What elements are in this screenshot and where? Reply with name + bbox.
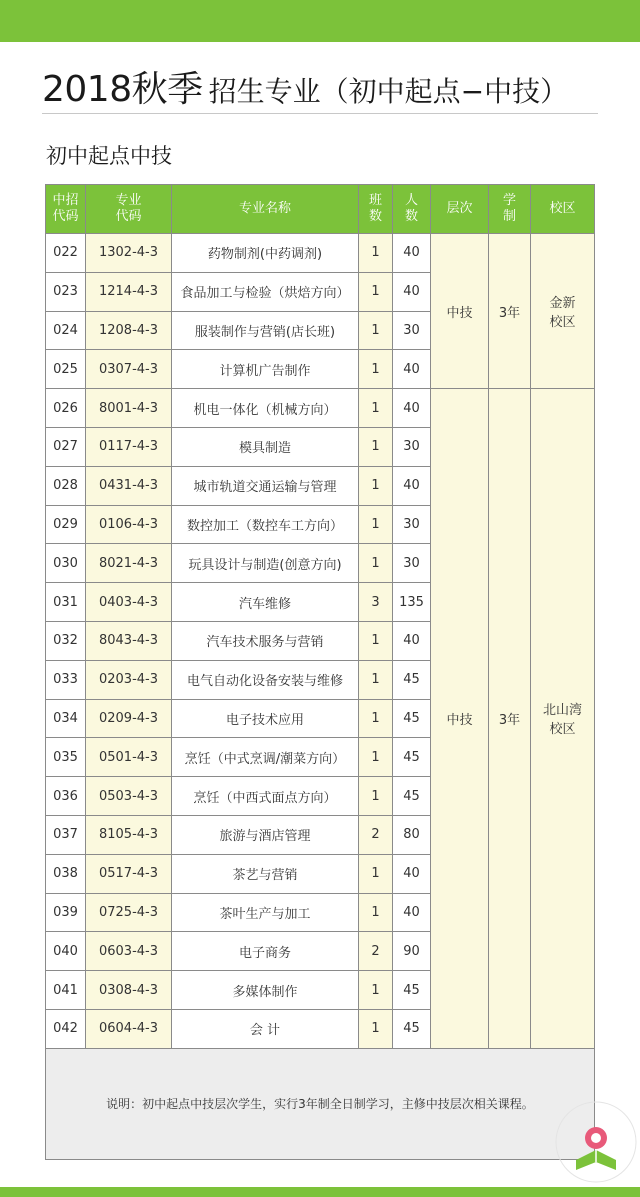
row-code: 0308-4-3	[86, 971, 172, 1010]
row-people: 45	[393, 971, 431, 1010]
row-classes: 1	[359, 1009, 393, 1048]
row-id: 032	[46, 621, 86, 660]
header-classes: 班 数	[359, 185, 393, 234]
table-row	[46, 389, 595, 428]
row-people: 40	[393, 621, 431, 660]
row-code: 0517-4-3	[86, 854, 172, 893]
row-people: 45	[393, 699, 431, 738]
top-green-bar	[0, 0, 640, 42]
header-id: 中招 代码	[46, 185, 86, 234]
row-name: 电子商务	[172, 932, 359, 971]
row-classes: 1	[359, 389, 393, 428]
row-people: 40	[393, 272, 431, 311]
row-classes: 1	[359, 699, 393, 738]
row-classes: 1	[359, 777, 393, 816]
row-id: 031	[46, 583, 86, 622]
row-people: 45	[393, 738, 431, 777]
row-id: 038	[46, 854, 86, 893]
row-code: 0501-4-3	[86, 738, 172, 777]
row-name: 服装制作与营销(店长班)	[172, 311, 359, 350]
row-id: 039	[46, 893, 86, 932]
row-classes: 1	[359, 427, 393, 466]
row-classes: 1	[359, 660, 393, 699]
note-row	[46, 1048, 595, 1159]
row-name: 茶叶生产与加工	[172, 893, 359, 932]
row-code: 0431-4-3	[86, 466, 172, 505]
row-name: 玩具设计与制造(创意方向)	[172, 544, 359, 583]
note-text: 说明：初中起点中技层次学生，实行3年制全日制学习，主修中技层次相关课程。	[46, 1048, 595, 1159]
header-name: 专业名称	[172, 185, 359, 234]
group2-level: 中技	[431, 389, 489, 1049]
row-people: 30	[393, 427, 431, 466]
row-id: 030	[46, 544, 86, 583]
header-code: 专业 代码	[86, 185, 172, 234]
row-code: 1208-4-3	[86, 311, 172, 350]
row-name: 茶艺与营销	[172, 854, 359, 893]
row-name: 烹饪（中式烹调/潮菜方向）	[172, 738, 359, 777]
group2-years: 3年	[489, 389, 531, 1049]
row-code: 0209-4-3	[86, 699, 172, 738]
majors-table	[45, 184, 595, 1160]
row-id: 040	[46, 932, 86, 971]
row-classes: 1	[359, 505, 393, 544]
row-id: 035	[46, 738, 86, 777]
row-name: 机电一体化（机械方向）	[172, 389, 359, 428]
row-classes: 1	[359, 234, 393, 273]
row-name: 电气自动化设备安装与维修	[172, 660, 359, 699]
row-people: 30	[393, 311, 431, 350]
row-name: 汽车维修	[172, 583, 359, 622]
row-people: 45	[393, 660, 431, 699]
row-code: 8021-4-3	[86, 544, 172, 583]
row-people: 40	[393, 389, 431, 428]
row-people: 40	[393, 234, 431, 273]
row-people: 45	[393, 1009, 431, 1048]
group1-campus: 金新 校区	[531, 234, 595, 389]
row-people: 40	[393, 466, 431, 505]
row-name: 模具制造	[172, 427, 359, 466]
row-id: 033	[46, 660, 86, 699]
row-classes: 3	[359, 583, 393, 622]
row-code: 0403-4-3	[86, 583, 172, 622]
row-id: 027	[46, 427, 86, 466]
row-classes: 2	[359, 815, 393, 854]
row-classes: 1	[359, 466, 393, 505]
school-logo-icon	[552, 1098, 640, 1186]
row-people: 40	[393, 893, 431, 932]
row-classes: 1	[359, 621, 393, 660]
header-level: 层次	[431, 185, 489, 234]
row-code: 0203-4-3	[86, 660, 172, 699]
row-people: 45	[393, 777, 431, 816]
section-title: 初中起点中技	[46, 144, 172, 168]
row-id: 034	[46, 699, 86, 738]
row-people: 30	[393, 505, 431, 544]
group1-years: 3年	[489, 234, 531, 389]
row-code: 0725-4-3	[86, 893, 172, 932]
group1-level: 中技	[431, 234, 489, 389]
row-name: 食品加工与检验（烘焙方向）	[172, 272, 359, 311]
row-code: 0106-4-3	[86, 505, 172, 544]
page-title	[42, 62, 568, 112]
row-name: 数控加工（数控车工方向）	[172, 505, 359, 544]
row-code: 8001-4-3	[86, 389, 172, 428]
row-name: 多媒体制作	[172, 971, 359, 1010]
row-classes: 1	[359, 738, 393, 777]
row-code: 0603-4-3	[86, 932, 172, 971]
row-id: 026	[46, 389, 86, 428]
row-code: 0604-4-3	[86, 1009, 172, 1048]
header-campus: 校区	[531, 185, 595, 234]
row-classes: 1	[359, 893, 393, 932]
row-id: 028	[46, 466, 86, 505]
group2-campus: 北山湾 校区	[531, 389, 595, 1049]
title-text: 招生专业（初中起点−中技）	[208, 75, 569, 108]
row-name: 汽车技术服务与营销	[172, 621, 359, 660]
row-id: 023	[46, 272, 86, 311]
row-people: 40	[393, 350, 431, 389]
title-year: 2018秋季	[42, 69, 203, 110]
row-code: 0307-4-3	[86, 350, 172, 389]
row-id: 024	[46, 311, 86, 350]
row-code: 8043-4-3	[86, 621, 172, 660]
row-id: 041	[46, 971, 86, 1010]
row-classes: 1	[359, 971, 393, 1010]
row-people: 40	[393, 854, 431, 893]
table-row	[46, 234, 595, 273]
header-people: 人 数	[393, 185, 431, 234]
table-header-row	[46, 185, 595, 234]
row-code: 0503-4-3	[86, 777, 172, 816]
row-people: 30	[393, 544, 431, 583]
row-code: 8105-4-3	[86, 815, 172, 854]
row-code: 1214-4-3	[86, 272, 172, 311]
header-years: 学 制	[489, 185, 531, 234]
row-people: 135	[393, 583, 431, 622]
row-name: 药物制剂(中药调剂)	[172, 234, 359, 273]
row-id: 022	[46, 234, 86, 273]
row-people: 80	[393, 815, 431, 854]
row-classes: 1	[359, 272, 393, 311]
row-people: 90	[393, 932, 431, 971]
row-name: 电子技术应用	[172, 699, 359, 738]
row-name: 会 计	[172, 1009, 359, 1048]
row-name: 城市轨道交通运输与管理	[172, 466, 359, 505]
table-body	[46, 234, 595, 1160]
row-classes: 1	[359, 311, 393, 350]
row-id: 025	[46, 350, 86, 389]
title-divider	[42, 113, 598, 114]
row-id: 036	[46, 777, 86, 816]
row-code: 0117-4-3	[86, 427, 172, 466]
row-classes: 1	[359, 544, 393, 583]
row-classes: 1	[359, 854, 393, 893]
row-name: 旅游与酒店管理	[172, 815, 359, 854]
row-id: 037	[46, 815, 86, 854]
row-classes: 2	[359, 932, 393, 971]
row-name: 烹饪（中西式面点方向）	[172, 777, 359, 816]
row-classes: 1	[359, 350, 393, 389]
row-name: 计算机广告制作	[172, 350, 359, 389]
bottom-green-bar	[0, 1187, 640, 1197]
row-id: 042	[46, 1009, 86, 1048]
row-id: 029	[46, 505, 86, 544]
row-code: 1302-4-3	[86, 234, 172, 273]
